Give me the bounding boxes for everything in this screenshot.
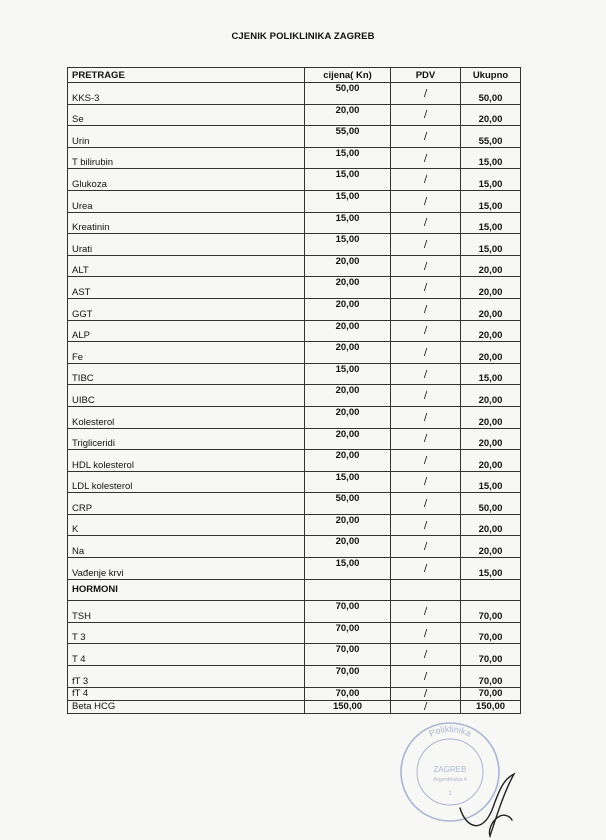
total-cell: 150,00 [461,700,521,713]
vat-cell: / [391,601,461,623]
empty-cell [305,579,391,601]
table-row [68,471,521,493]
vat-cell: / [391,536,461,558]
total-cell: 15,00 [461,234,521,256]
vat-cell: / [391,514,461,536]
vat-cell: / [391,700,461,713]
test-name-cell: CRP [68,493,305,515]
table-row [68,104,521,126]
table-row [68,147,521,169]
section-label: HORMONI [68,579,305,601]
vat-cell: / [391,126,461,148]
total-cell: 55,00 [461,126,521,148]
table-row [68,514,521,536]
price-cell: 20,00 [305,298,391,320]
total-cell: 20,00 [461,255,521,277]
test-name-cell: TSH [68,601,305,623]
stamp-street: Argentinska 4 [433,777,467,783]
vat-cell: / [391,666,461,688]
vat-cell: / [391,622,461,644]
stamp-top-text: Poliklinika [427,723,473,739]
table-row [68,83,521,105]
test-name-cell: T 4 [68,644,305,666]
vat-cell: / [391,255,461,277]
vat-cell: / [391,277,461,299]
test-name-cell: Glukoza [68,169,305,191]
table-row [68,212,521,234]
total-cell: 50,00 [461,83,521,105]
vat-cell: / [391,190,461,212]
price-cell: 20,00 [305,277,391,299]
total-cell: 70,00 [461,687,521,700]
price-cell: 50,00 [305,493,391,515]
test-name-cell: AST [68,277,305,299]
total-cell: 20,00 [461,406,521,428]
price-cell: 70,00 [305,644,391,666]
test-name-cell: Urati [68,234,305,256]
table-row [68,277,521,299]
price-cell: 15,00 [305,147,391,169]
page-title: CJENIK POLIKLINIKA ZAGREB [231,31,375,42]
table-row [68,126,521,148]
table-row [68,385,521,407]
price-cell: 70,00 [305,622,391,644]
table-row [68,363,521,385]
stamp-city: ZAGREB [433,765,467,774]
price-cell: 70,00 [305,666,391,688]
price-cell: 20,00 [305,255,391,277]
test-name-cell: ALP [68,320,305,342]
test-name-cell: Fe [68,342,305,364]
price-cell: 15,00 [305,363,391,385]
table-row [68,622,521,644]
empty-cell [461,579,521,601]
table-body [68,83,521,714]
vat-cell: / [391,169,461,191]
vat-cell: / [391,147,461,169]
table-row [68,493,521,515]
vat-cell: / [391,104,461,126]
total-cell: 20,00 [461,428,521,450]
price-cell: 20,00 [305,342,391,364]
total-cell: 15,00 [461,363,521,385]
table-row [68,255,521,277]
total-cell: 20,00 [461,277,521,299]
table-row [68,428,521,450]
vat-cell: / [391,493,461,515]
total-cell: 70,00 [461,622,521,644]
table-row [68,558,521,580]
vat-cell: / [391,558,461,580]
stamp-number: 1 [448,791,452,797]
test-name-cell: Se [68,104,305,126]
total-cell: 20,00 [461,298,521,320]
total-cell: 15,00 [461,558,521,580]
total-cell: 20,00 [461,385,521,407]
vat-cell: / [391,406,461,428]
table-row [68,644,521,666]
price-cell: 15,00 [305,212,391,234]
total-cell: 20,00 [461,514,521,536]
price-cell: 70,00 [305,687,391,700]
price-cell: 150,00 [305,700,391,713]
price-table [67,67,521,714]
table-row [68,320,521,342]
table-header-row [68,68,521,83]
total-cell: 20,00 [461,320,521,342]
test-name-cell: Kolesterol [68,406,305,428]
price-cell: 20,00 [305,514,391,536]
price-cell: 20,00 [305,104,391,126]
test-name-cell: KKS-3 [68,83,305,105]
vat-cell: / [391,320,461,342]
vat-cell: / [391,385,461,407]
total-cell: 15,00 [461,147,521,169]
test-name-cell: Beta HCG [68,700,305,713]
price-cell: 20,00 [305,450,391,472]
price-cell: 15,00 [305,169,391,191]
price-cell: 15,00 [305,190,391,212]
test-name-cell: Na [68,536,305,558]
test-name-cell: K [68,514,305,536]
table-row [68,342,521,364]
test-name-cell: fT 3 [68,666,305,688]
table-row [68,687,521,700]
total-cell: 15,00 [461,212,521,234]
price-cell: 50,00 [305,83,391,105]
table-row [68,190,521,212]
test-name-cell: HDL kolesterol [68,450,305,472]
vat-cell: / [391,342,461,364]
table-row [68,169,521,191]
price-cell: 20,00 [305,428,391,450]
price-cell: 70,00 [305,601,391,623]
vat-cell: / [391,644,461,666]
section-row-hormones [68,579,521,601]
header-vat: PDV [391,68,461,83]
test-name-cell: Urin [68,126,305,148]
header-total: Ukupno [461,68,521,83]
total-cell: 70,00 [461,601,521,623]
price-cell: 20,00 [305,320,391,342]
price-cell: 20,00 [305,406,391,428]
header-price: cijena( Kn) [305,68,391,83]
vat-cell: / [391,298,461,320]
test-name-cell: T bilirubin [68,147,305,169]
table-row [68,450,521,472]
vat-cell: / [391,428,461,450]
test-name-cell: ALT [68,255,305,277]
table-row [68,234,521,256]
total-cell: 50,00 [461,493,521,515]
total-cell: 15,00 [461,471,521,493]
total-cell: 20,00 [461,536,521,558]
price-cell: 15,00 [305,558,391,580]
test-name-cell: Urea [68,190,305,212]
table-row [68,406,521,428]
table-row [68,536,521,558]
price-cell: 55,00 [305,126,391,148]
price-cell: 15,00 [305,471,391,493]
test-name-cell: TIBC [68,363,305,385]
vat-cell: / [391,471,461,493]
test-name-cell: fT 4 [68,687,305,700]
price-cell: 20,00 [305,536,391,558]
total-cell: 20,00 [461,104,521,126]
price-cell: 20,00 [305,385,391,407]
table-row [68,666,521,688]
test-name-cell: T 3 [68,622,305,644]
table-row [68,601,521,623]
test-name-cell: GGT [68,298,305,320]
total-cell: 70,00 [461,644,521,666]
test-name-cell: Vađenje krvi [68,558,305,580]
total-cell: 15,00 [461,169,521,191]
total-cell: 20,00 [461,342,521,364]
total-cell: 70,00 [461,666,521,688]
table-row [68,700,521,713]
test-name-cell: Kreatinin [68,212,305,234]
total-cell: 20,00 [461,450,521,472]
test-name-cell: LDL kolesterol [68,471,305,493]
total-cell: 15,00 [461,190,521,212]
test-name-cell: UIBC [68,385,305,407]
vat-cell: / [391,83,461,105]
vat-cell: / [391,363,461,385]
table-row [68,298,521,320]
price-cell: 15,00 [305,234,391,256]
empty-cell [391,579,461,601]
vat-cell: / [391,450,461,472]
vat-cell: / [391,212,461,234]
header-tests: PRETRAGE [68,68,305,83]
signature [452,770,522,840]
vat-cell: / [391,687,461,700]
vat-cell: / [391,234,461,256]
test-name-cell: Trigliceridi [68,428,305,450]
